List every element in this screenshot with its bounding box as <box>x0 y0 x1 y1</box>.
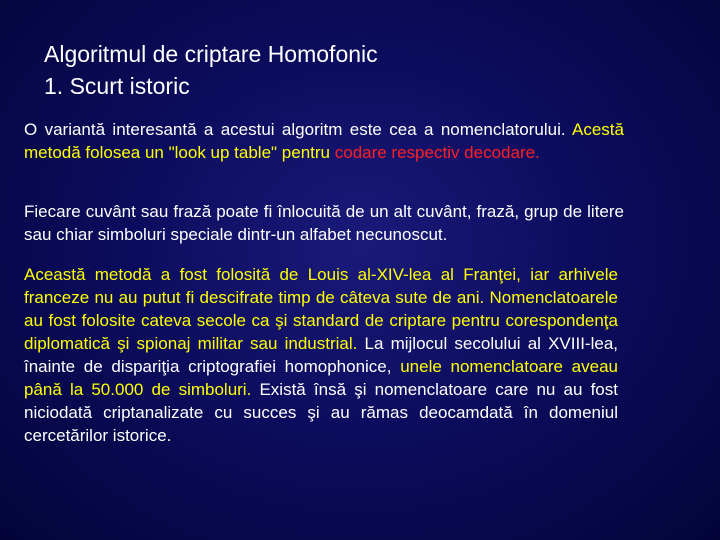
paragraph-substitution <box>24 200 624 246</box>
paragraph-history <box>24 263 618 447</box>
title-line-2: 1. Scurt istoric <box>44 73 190 99</box>
p1-highlight: codare respectiv decodare. <box>334 143 540 162</box>
p2-text: Fiecare cuvânt sau frază poate fi înlocuită de un alt cuvânt, frază, grup de litere sau chiar simboluri speciale dintr-un alfabet necunoscut. <box>24 202 624 244</box>
p3-sentence-4: Există însă şi nomenclatoare care nu au fost niciodată criptanalizate cu succes şi au rămas deocamdată în domeniul cercetărilor istorice. <box>24 380 618 445</box>
paragraph-nomenclator <box>24 118 624 164</box>
title-line-1: Algoritmul de criptare Homofonic <box>44 41 378 67</box>
p3-highlight: unele nomenclatoare aveau până la 50.000 de simboluri. <box>24 357 618 399</box>
p1-sentence-2: Acestă metodă folosea un "look up table" pentru <box>24 120 624 162</box>
p3-sentence-3: La mijlocul secolului al XVIII-lea, înainte de dispariţia criptografiei homophonice, <box>24 334 619 376</box>
p1-sentence-1: O variantă interesantă a acestui algoritm este cea a nomenclatorului. <box>24 120 566 139</box>
p3-sentence-1: Această metodă a fost folosită de Louis al-XIV-lea al Franţei, iar arhivele franceze nu au putut fi descifrate timp de câteva sute de ani. <box>24 265 618 307</box>
p3-sentence-2: Nomenclatoarele au fost folosite cateva secole ca şi standard de criptare pentru corespondenţa diplomatică şi spionaj militar sau industrial. <box>24 288 618 353</box>
slide-title <box>44 38 378 102</box>
